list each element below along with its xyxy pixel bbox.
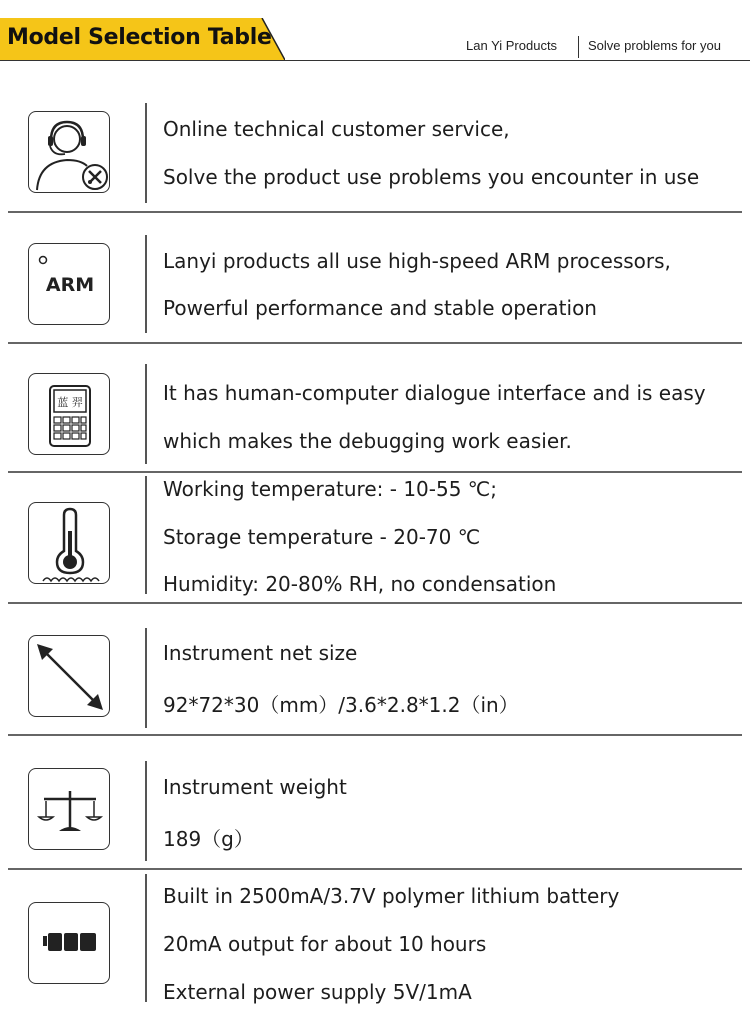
feature-row-arm xyxy=(0,232,750,342)
feature-text: Humidity: 20-80% RH, no condensation xyxy=(163,572,557,596)
feature-text: 189（g） xyxy=(163,827,254,851)
thermometer-icon xyxy=(28,502,110,584)
customer-service-icon xyxy=(28,111,110,193)
row-separator xyxy=(8,211,742,213)
row-divider xyxy=(145,874,147,1002)
row-separator xyxy=(8,342,742,344)
slogan-label: Solve problems for you xyxy=(588,38,721,53)
row-divider xyxy=(145,628,147,728)
feature-row-interface xyxy=(0,364,750,472)
svg-text:ARM: ARM xyxy=(45,274,95,296)
feature-row-size xyxy=(0,625,750,735)
feature-text: External power supply 5V/1mA xyxy=(163,980,472,1004)
feature-row-weight xyxy=(0,758,750,870)
feature-row-service xyxy=(0,100,750,212)
arm-chip-icon xyxy=(28,243,110,325)
battery-icon xyxy=(28,902,110,984)
feature-text: Online technical customer service, xyxy=(163,117,510,141)
title-tag xyxy=(0,18,285,60)
feature-text: Instrument weight xyxy=(163,775,347,799)
feature-text: Powerful performance and stable operation xyxy=(163,296,597,320)
feature-text: Solve the product use problems you encounter in use xyxy=(163,165,700,189)
row-divider xyxy=(145,364,147,464)
feature-row-environment xyxy=(0,472,750,602)
feature-text: 20mA output for about 10 hours xyxy=(163,932,487,956)
brand-label: Lan Yi Products xyxy=(466,38,558,53)
page-title: Model Selection Table xyxy=(7,25,272,50)
feature-text: Instrument net size xyxy=(163,641,358,665)
header-divider xyxy=(578,36,579,58)
row-divider xyxy=(145,235,147,333)
feature-text: Built in 2500mA/3.7V polymer lithium battery xyxy=(163,884,620,908)
feature-text: It has human-computer dialogue interface and is easy xyxy=(163,381,706,405)
feature-text: Storage temperature - 20-70 ℃ xyxy=(163,525,481,549)
feature-text: Lanyi products all use high-speed ARM processors, xyxy=(163,249,671,273)
balance-scale-icon xyxy=(28,768,110,850)
feature-row-battery xyxy=(0,870,750,1024)
keypad-device-icon xyxy=(28,373,110,455)
page-header xyxy=(0,0,750,62)
row-divider xyxy=(145,103,147,203)
row-separator xyxy=(8,734,742,736)
row-separator xyxy=(8,602,742,604)
svg-text:蓝 羿: 蓝 羿 xyxy=(57,396,83,409)
feature-text: Working temperature: - 10-55 ℃; xyxy=(163,477,497,501)
header-rule xyxy=(0,60,750,61)
feature-text: 92*72*30（mm）/3.6*2.8*1.2（in） xyxy=(163,693,519,717)
dimension-arrow-icon xyxy=(28,635,110,717)
row-divider xyxy=(145,476,147,594)
feature-text: which makes the debugging work easier. xyxy=(163,429,572,453)
row-divider xyxy=(145,761,147,861)
